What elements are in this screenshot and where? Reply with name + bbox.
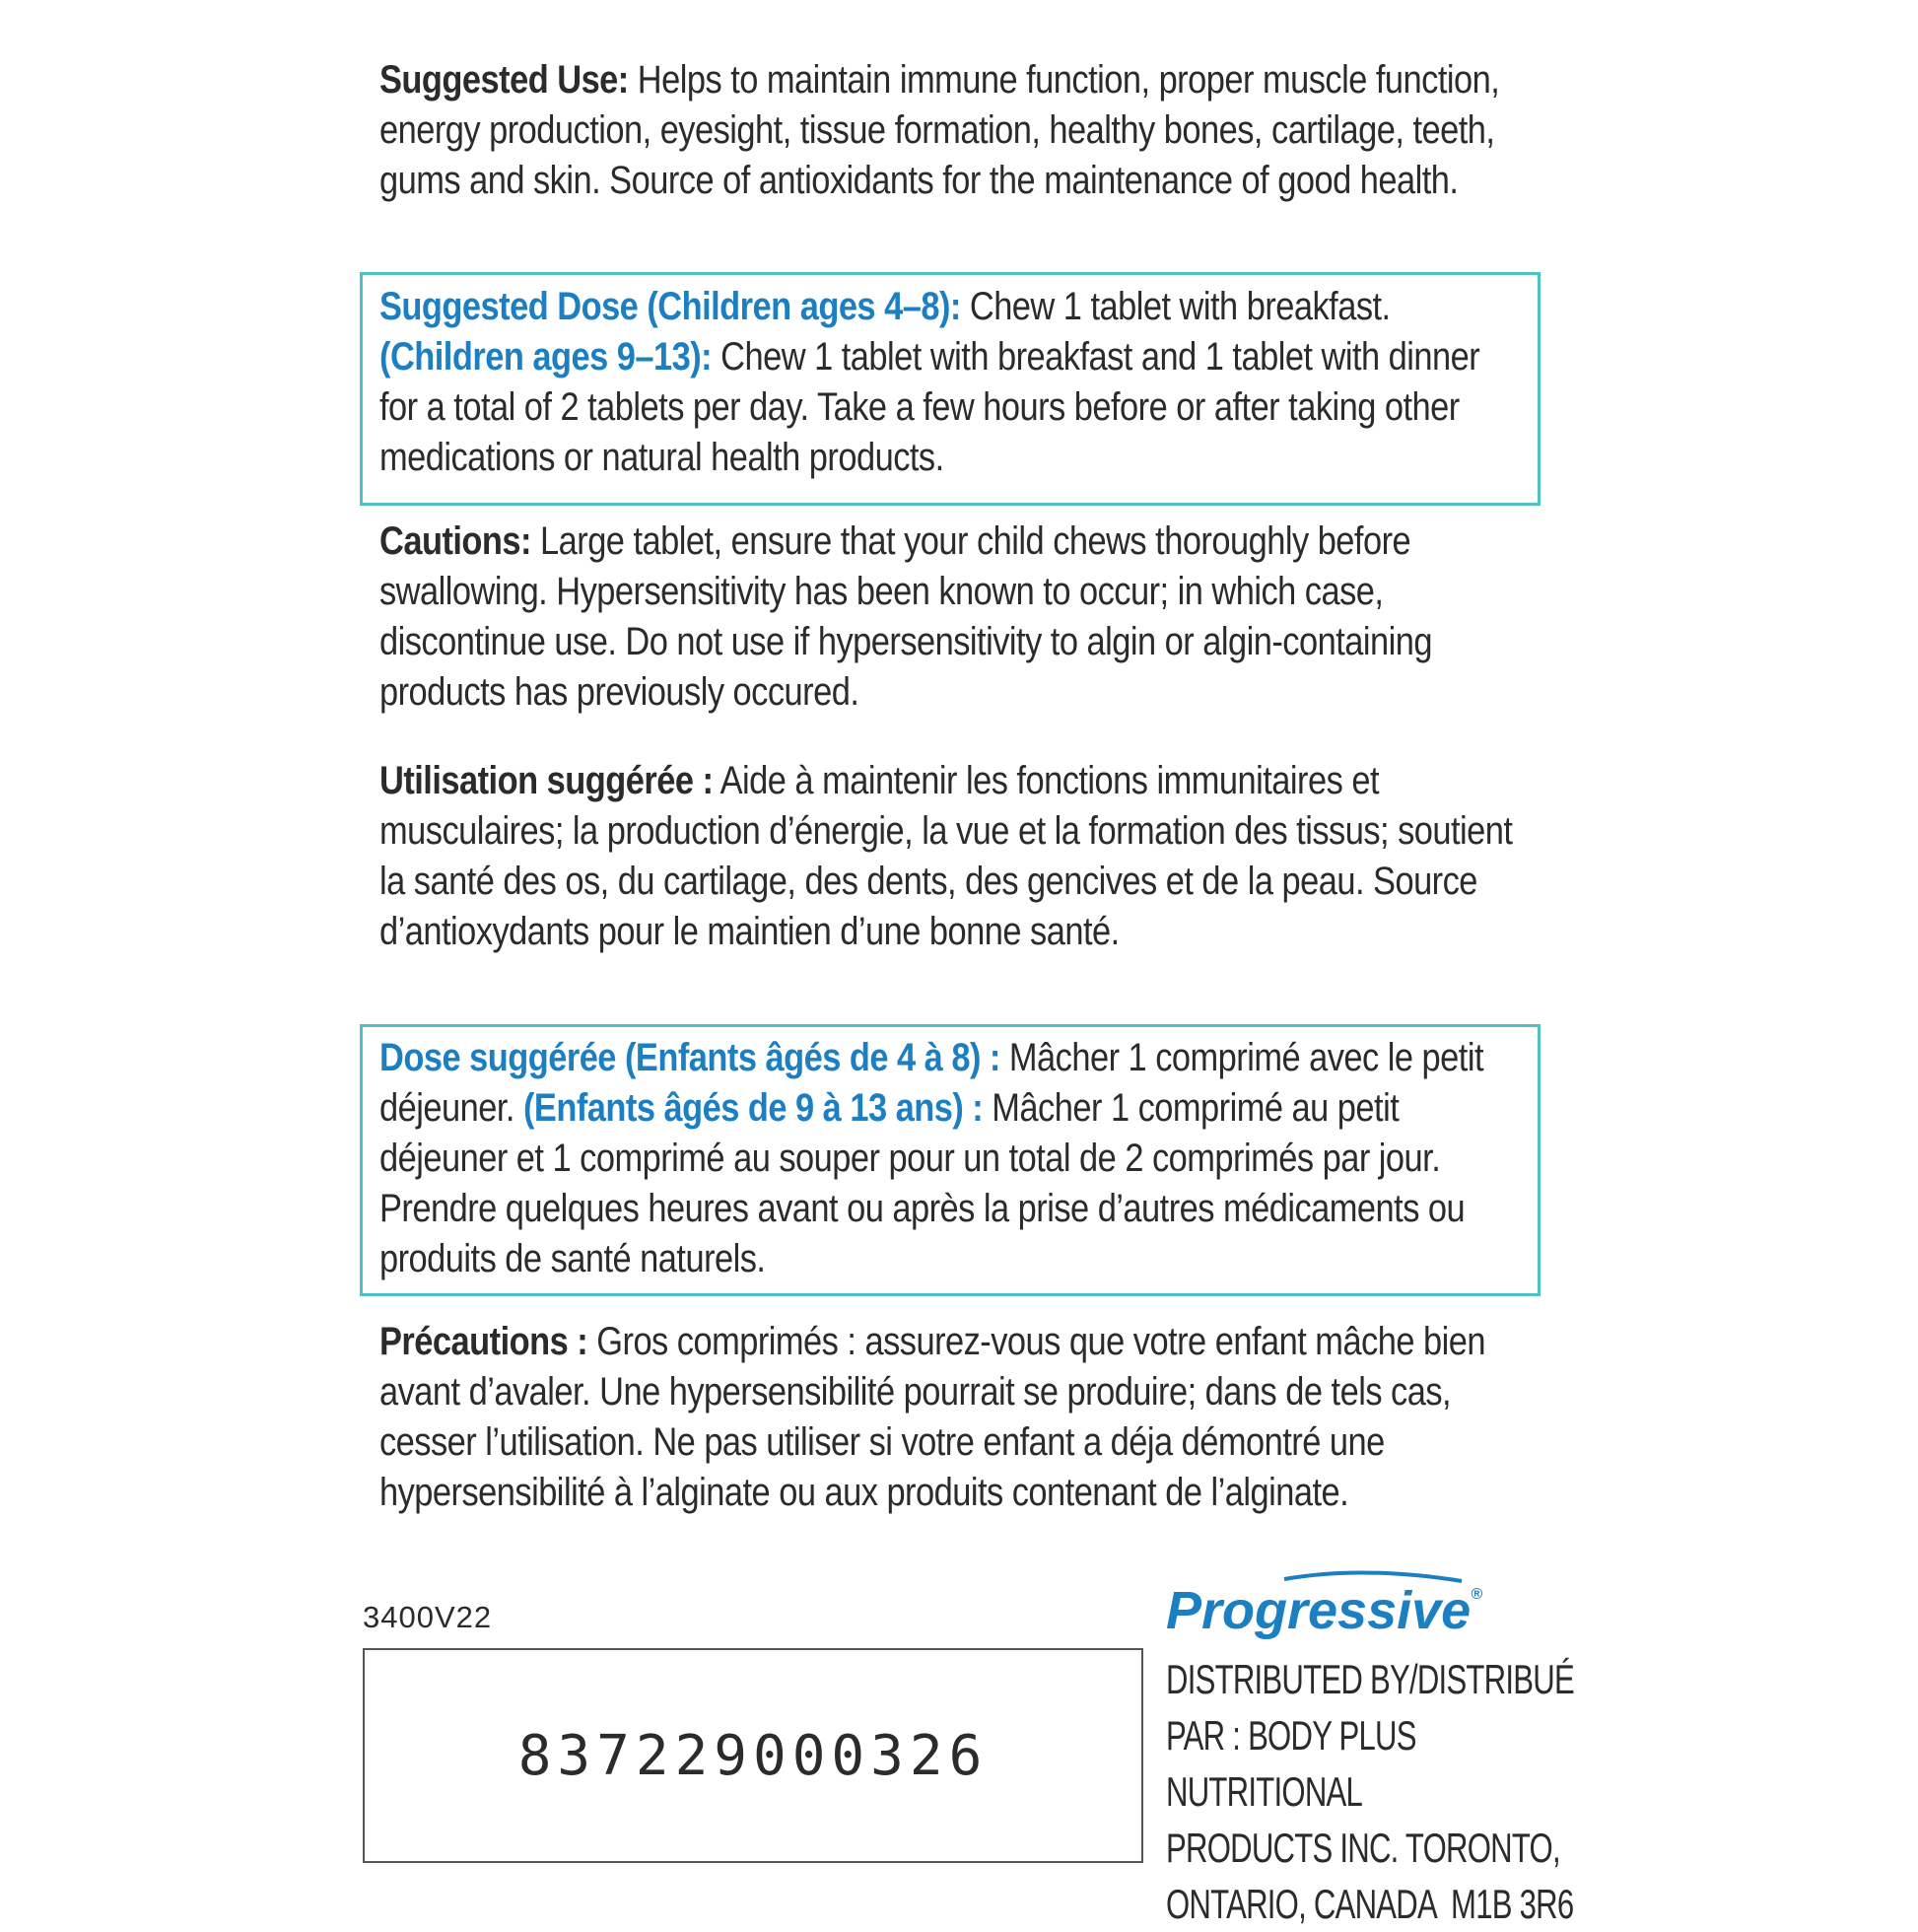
logo-wordmark (1166, 1581, 1482, 1640)
cautions-heading: Cautions: (379, 519, 531, 563)
distributor-line: PAR : BODY PLUS NUTRITIONAL (1166, 1712, 1416, 1815)
registered-mark: ® (1471, 1586, 1482, 1603)
suggested-dose-section (379, 282, 1524, 483)
logo-swoosh-icon (1284, 1572, 1462, 1581)
suggested-use-text: Helps to maintain immune function, proper muscle function, energy production, eyesight, tissue formation, healthy bones, cartilage, teeth, gums and skin. Source of antioxidants for the maintenance of good health. (379, 58, 1500, 202)
utilisation-section (379, 756, 1524, 957)
precautions-text: Gros comprimés : assurez-vous que votre enfant mâche bien avant d’avaler. Une hypersensibilité pourrait se produire; dans de tels cas, cesser l’utilisation. Ne pas utiliser si votre enfant a déja démontré une hypersensibilité à l’alginate ou aux produits contenant de l’alginate. (379, 1320, 1485, 1514)
cautions-text: Large tablet, ensure that your child chews thoroughly before swallowing. Hypersensitivity has been known to occur; in which case, discontinue use. Do not use if hypersensitivity to algin or algin-containing products has previously occured. (379, 519, 1432, 714)
suggested-dose-heading-9-13: (Children ages 9–13): (379, 335, 713, 379)
cautions-section (379, 517, 1524, 718)
distributor-line: PRODUCTS INC. TORONTO, (1166, 1825, 1560, 1871)
dose-suggeree-text-9-13: Mâcher 1 comprimé au petit déjeuner et 1 comprimé au souper pour un total de 2 comprimés par jour. Prendre quelques heures avant ou après la prise d’autres médicaments ou produits de santé naturels. (379, 1086, 1466, 1280)
suggested-use-section (379, 55, 1524, 206)
brand-name: Progressive (1166, 1581, 1472, 1640)
dose-suggeree-text-4-8: Mâcher 1 comprimé avec le petit déjeuner. (379, 1036, 1484, 1130)
dose-suggeree-section (379, 1033, 1524, 1284)
barcode-box (363, 1648, 1143, 1863)
precautions-heading: Précautions : (379, 1320, 588, 1363)
suggested-use-heading: Suggested Use: (379, 58, 629, 102)
distributor-line: DISTRIBUTED BY/DISTRIBUÉ (1166, 1656, 1574, 1702)
suggested-dose-heading-4-8: Suggested Dose (Children ages 4–8): (379, 285, 961, 328)
suggested-dose-text-9-13: Chew 1 tablet with breakfast and 1 tablet with dinner for a total of 2 tablets per day. Take a few hours before or after taking other medications or natural health products. (379, 335, 1480, 479)
barcode-number: 837229000326 (517, 1723, 989, 1788)
distributor-info (1166, 1651, 1574, 1932)
utilisation-heading: Utilisation suggérée : (379, 759, 714, 802)
precautions-section (379, 1317, 1524, 1518)
suggested-dose-text-4-8: Chew 1 tablet with breakfast. (960, 285, 1391, 328)
progressive-logo (1166, 1565, 1501, 1644)
dose-suggeree-heading-9-13: (Enfants âgés de 9 à 13 ans) : (522, 1086, 984, 1130)
distributor-line: ONTARIO, CANADA M1B 3R6 (1166, 1881, 1574, 1927)
dose-suggeree-heading-4-8: Dose suggérée (Enfants âgés de 4 à 8) : (379, 1036, 1000, 1079)
utilisation-text: Aide à maintenir les fonctions immunitaires et musculaires; la production d’énergie, la vue et la formation des tissus; soutient la santé des os, du cartilage, des dents, des gencives et de la peau. Source d’antioxydants pour le maintien d’une bonne santé. (379, 759, 1513, 953)
product-code: 3400V22 (363, 1600, 493, 1634)
